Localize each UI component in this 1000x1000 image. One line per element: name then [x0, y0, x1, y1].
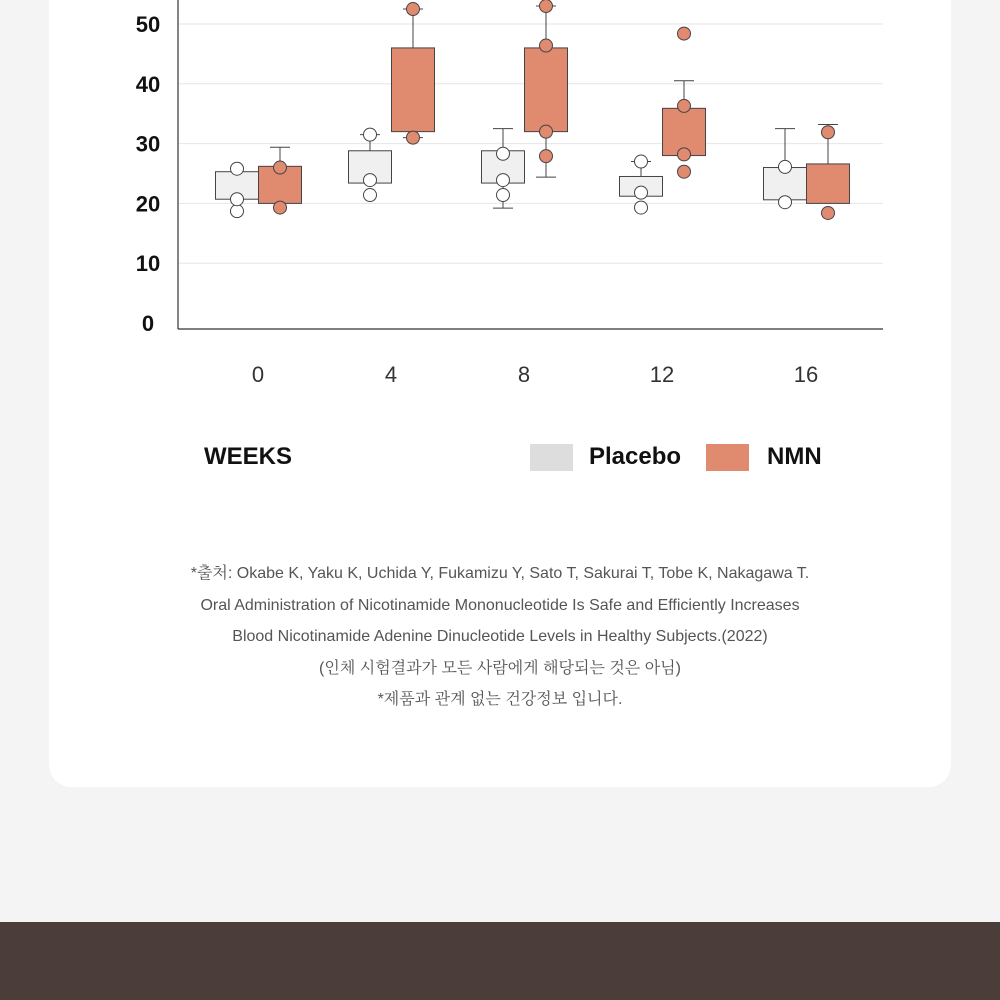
data-point	[635, 155, 648, 168]
data-point	[231, 162, 244, 175]
y-tick-label: 0	[141, 311, 155, 336]
data-point	[407, 131, 420, 144]
data-point	[678, 99, 691, 112]
data-point	[274, 161, 287, 174]
note-line: Oral Administration of Nicotinamide Mononucleotide Is Safe and Efficiently Increases	[200, 596, 800, 614]
legend-label-placebo: Placebo	[589, 443, 682, 470]
y-tick-label: 10	[135, 251, 161, 277]
y-tick-label: 30	[135, 131, 161, 157]
note-line: (인체 시험결과가 모든 사람에게 해당되는 것은 아님)	[319, 659, 681, 677]
x-tick-label: 8	[517, 362, 531, 387]
legend-swatch-nmn	[706, 444, 749, 471]
note-line: *제품과 관계 없는 건강정보 입니다.	[377, 691, 623, 708]
data-point	[779, 160, 792, 173]
legend-label-nmn: NMN	[767, 443, 822, 470]
data-point	[364, 174, 377, 187]
footer-band	[0, 922, 1000, 1000]
data-point	[407, 3, 420, 16]
data-point	[274, 201, 287, 214]
data-point	[497, 147, 510, 160]
data-point	[497, 174, 510, 187]
data-point	[231, 205, 244, 218]
x-tick-label: 4	[384, 362, 398, 387]
data-point	[822, 126, 835, 139]
data-point	[231, 193, 244, 206]
data-point	[678, 27, 691, 40]
x-tick-label: 16	[793, 362, 819, 387]
data-point	[497, 189, 510, 202]
data-point	[678, 148, 691, 161]
data-point	[779, 196, 792, 209]
data-point	[364, 189, 377, 202]
y-tick-label: 20	[135, 191, 161, 217]
y-tick-label: 40	[135, 71, 161, 97]
boxplot-chart	[0, 0, 1000, 420]
data-point	[540, 0, 553, 13]
x-tick-label: 12	[649, 362, 675, 387]
legend-swatch-placebo	[530, 444, 573, 471]
data-point	[678, 165, 691, 178]
note-line: *출처: Okabe K, Yaku K, Uchida Y, Fukamizu Y, Sato T, Sakurai T, Tobe K, Nakagawa T.	[190, 565, 810, 582]
data-point	[540, 150, 553, 163]
x-tick-label: 0	[251, 362, 265, 387]
box-nmn	[392, 48, 435, 132]
data-point	[540, 125, 553, 138]
box-nmn	[525, 48, 568, 132]
data-point	[364, 128, 377, 141]
data-point	[540, 39, 553, 52]
x-axis-label: WEEKS	[204, 443, 293, 470]
source-notes	[0, 558, 1000, 716]
data-point	[822, 206, 835, 219]
box-nmn	[807, 164, 850, 203]
note-line: Blood Nicotinamide Adenine Dinucleotide Levels in Healthy Subjects.(2022)	[232, 628, 768, 645]
y-tick-label: 50	[135, 12, 161, 37]
data-point	[635, 186, 648, 199]
data-point	[635, 201, 648, 214]
